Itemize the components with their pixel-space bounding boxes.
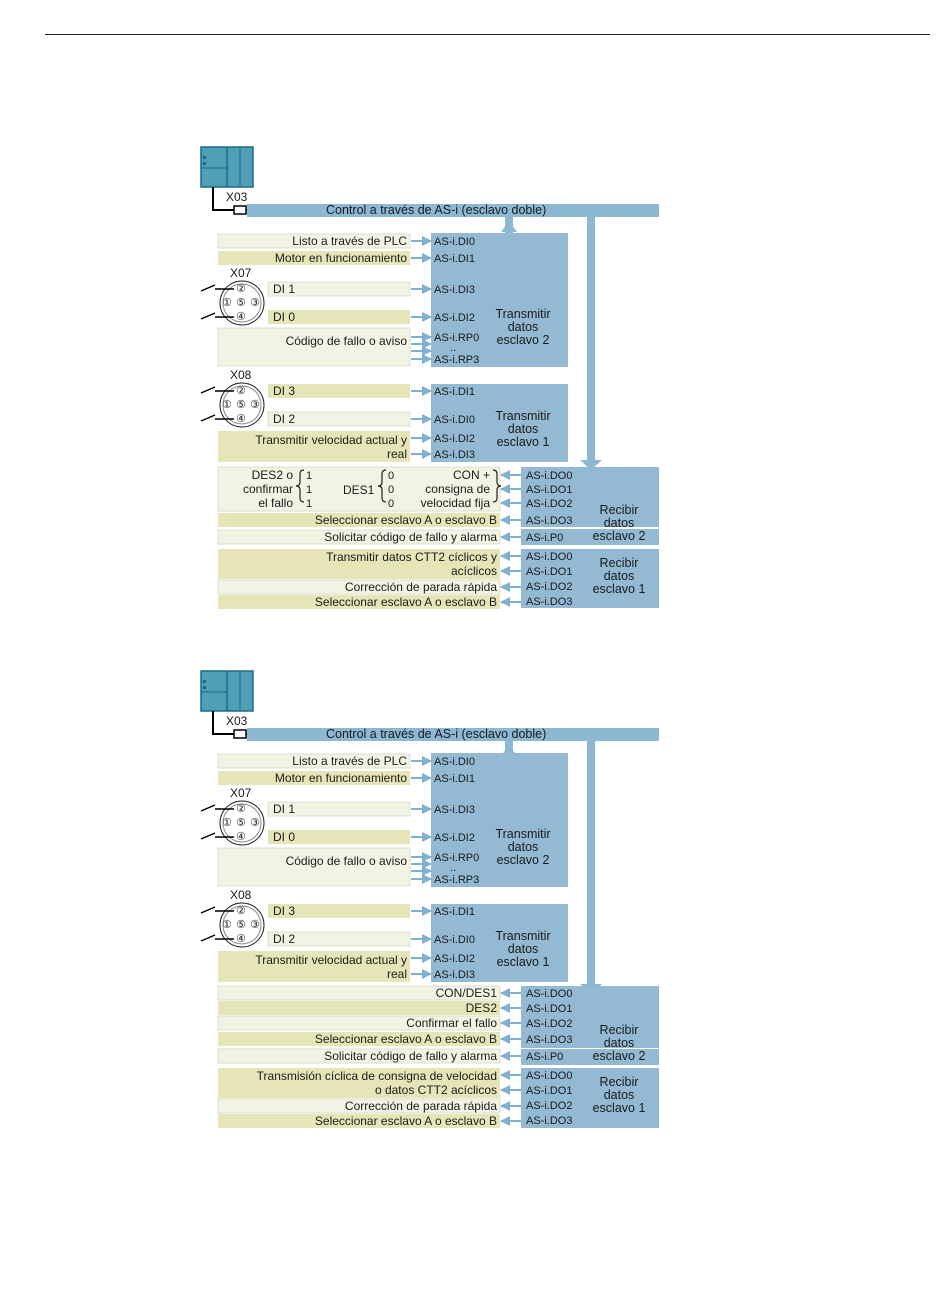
- signal-label: AS-i.RP3: [434, 354, 480, 366]
- value-zero: 0: [388, 498, 395, 510]
- output-con-des1: CON/DES1: [435, 986, 497, 1000]
- group-title: datos: [603, 1088, 635, 1102]
- input-fallo: Código de fallo o aviso: [285, 334, 407, 348]
- pin-label: ⑤: [236, 297, 246, 309]
- input-di2: DI 2: [273, 412, 296, 426]
- signal-label: AS-i.DO3: [526, 1034, 573, 1046]
- pin-label: ③: [250, 817, 260, 829]
- signal-label: AS-i.DI3: [434, 449, 475, 461]
- signal-label: AS-i.DI1: [434, 253, 475, 265]
- input-di2: DI 2: [273, 932, 296, 946]
- diagram-1: [0, 140, 950, 640]
- signal-label: AS-i.DI0: [434, 236, 475, 248]
- pin-label: ②: [236, 385, 246, 397]
- group-title: datos: [507, 840, 539, 854]
- output-des2-line: el fallo: [258, 496, 293, 510]
- pin-label: ②: [236, 803, 246, 815]
- pin-label: ①: [222, 919, 232, 931]
- output-con-line: consigna de: [425, 482, 490, 496]
- output-sol: Solicitar código de fallo y alarma: [324, 530, 497, 544]
- output-corr: Corrección de parada rápida: [344, 1099, 497, 1113]
- output-ctt: acíclicos: [450, 564, 497, 578]
- signal-ellipsis: ..: [450, 862, 457, 874]
- pin-label: ①: [222, 399, 232, 411]
- signal-label: AS-i.DI3: [434, 969, 475, 981]
- signal-label: AS-i.DI2: [434, 953, 475, 965]
- signal-label: AS-i.DO0: [526, 988, 573, 1000]
- group-title: datos: [507, 942, 539, 956]
- pin-label: ②: [236, 283, 246, 295]
- group-title: datos: [603, 569, 635, 583]
- group-title: Recibir: [599, 1075, 639, 1089]
- signal-label: AS-i.DO0: [526, 551, 573, 563]
- signal-label: AS-i.P0: [526, 532, 564, 544]
- signal-label: AS-i.DI1: [434, 906, 475, 918]
- signal-label: AS-i.DO3: [526, 596, 573, 608]
- pin-label: ②: [236, 905, 246, 917]
- signal-label: AS-i.DI3: [434, 284, 475, 296]
- output-des2-line: DES2 o: [251, 468, 293, 482]
- output-trans: o datos CTT2 acíclicos: [374, 1083, 497, 1097]
- value-one: 1: [306, 498, 313, 510]
- group-title: Transmitir: [495, 409, 551, 423]
- input-motor: Motor en funcionamiento: [274, 251, 407, 265]
- output-con-line: CON +: [452, 468, 490, 482]
- group-title: esclavo 1: [496, 955, 550, 969]
- output-sel: Seleccionar esclavo A o esclavo B: [314, 1114, 497, 1128]
- signal-label: AS-i.DI2: [434, 832, 475, 844]
- pin-label: ①: [222, 817, 232, 829]
- output-corr: Corrección de parada rápida: [344, 580, 497, 594]
- signal-label: AS-i.P0: [526, 1051, 564, 1063]
- signal-label: AS-i.DO2: [526, 1018, 573, 1030]
- signal-label: AS-i.DO0: [526, 470, 573, 482]
- input-vel: Transmitir velocidad actual y: [255, 433, 407, 447]
- group-title: esclavo 2: [592, 1049, 646, 1063]
- signal-ellipsis: ..: [450, 342, 457, 354]
- pin-label: ④: [236, 311, 246, 323]
- input-di0: DI 0: [273, 830, 296, 844]
- group-title: esclavo 1: [592, 1101, 646, 1115]
- input-di3: DI 3: [273, 904, 296, 918]
- group-title: Transmitir: [495, 827, 551, 841]
- signal-label: AS-i.DI1: [434, 773, 475, 785]
- signal-label: AS-i.DI0: [434, 756, 475, 768]
- pin-label: ⑤: [236, 817, 246, 829]
- group-title: Recibir: [599, 503, 639, 517]
- signal-label: AS-i.DI3: [434, 804, 475, 816]
- signal-label: AS-i.DO3: [526, 1115, 573, 1127]
- pin-label: ④: [236, 933, 246, 945]
- signal-label: AS-i.RP3: [434, 874, 480, 886]
- input-vel: real: [386, 967, 407, 981]
- group-title: Recibir: [599, 556, 639, 570]
- signal-label: AS-i.DO0: [526, 1070, 573, 1082]
- input-di3: DI 3: [273, 384, 296, 398]
- group-title: datos: [603, 1036, 635, 1050]
- signal-label: AS-i.DO2: [526, 1100, 573, 1112]
- output-con-line: velocidad fija: [420, 496, 490, 510]
- x08-label: X08: [230, 888, 252, 902]
- signal-label: AS-i.DO3: [526, 515, 573, 527]
- output-trans: Transmisión cíclica de consigna de velocidad: [256, 1069, 497, 1083]
- input-listo: Listo a través de PLC: [292, 234, 407, 248]
- output-des2: DES2: [465, 1001, 497, 1015]
- x03-label: X03: [226, 190, 248, 204]
- group-title: datos: [507, 320, 539, 334]
- signal-label: AS-i.DI2: [434, 433, 475, 445]
- group-title: Recibir: [599, 1023, 639, 1037]
- signal-label: AS-i.DO1: [526, 484, 573, 496]
- value-one: 1: [306, 470, 313, 482]
- x03-connector-icon: [234, 206, 246, 214]
- group-title: esclavo 1: [592, 582, 646, 596]
- group-title: esclavo 1: [496, 435, 550, 449]
- pin-label: ③: [250, 399, 260, 411]
- controller-device-icon: [201, 147, 253, 187]
- x07-label: X07: [230, 266, 252, 280]
- pin-label: ③: [250, 297, 260, 309]
- signal-label: AS-i.DI2: [434, 312, 475, 324]
- x03-connector-icon: [234, 730, 246, 738]
- input-di1: DI 1: [273, 282, 296, 296]
- pin-label: ④: [236, 831, 246, 843]
- input-motor: Motor en funcionamiento: [274, 771, 407, 785]
- signal-label: AS-i.DO2: [526, 581, 573, 593]
- header-rule: [45, 34, 930, 35]
- signal-label: AS-i.DO1: [526, 1003, 573, 1015]
- pin-label: ④: [236, 413, 246, 425]
- group-title: datos: [603, 516, 635, 530]
- input-listo: Listo a través de PLC: [292, 754, 407, 768]
- signal-label: AS-i.DO1: [526, 1085, 573, 1097]
- output-ctt: Transmitir datos CTT2 cíclicos y: [326, 550, 497, 564]
- signal-label: AS-i.DI0: [434, 934, 475, 946]
- output-sel: Seleccionar esclavo A o esclavo B: [314, 595, 497, 609]
- group-title: esclavo 2: [592, 529, 646, 543]
- input-vel: Transmitir velocidad actual y: [255, 953, 407, 967]
- output-sel: Seleccionar esclavo A o esclavo B: [314, 1032, 497, 1046]
- signal-label: AS-i.DI1: [434, 386, 475, 398]
- output-des2-line: confirmar: [242, 482, 293, 496]
- group-title: Transmitir: [495, 307, 551, 321]
- bus-label: Control a través de AS-i (esclavo doble): [326, 727, 547, 741]
- value-zero: 0: [388, 484, 395, 496]
- bus-label: Control a través de AS-i (esclavo doble): [326, 203, 547, 217]
- output-des1: DES1: [343, 483, 375, 497]
- pin-label: ①: [222, 297, 232, 309]
- value-one: 1: [306, 484, 313, 496]
- x08-label: X08: [230, 368, 252, 382]
- x07-label: X07: [230, 786, 252, 800]
- signal-label: AS-i.RP0: [434, 332, 480, 344]
- x03-label: X03: [226, 714, 248, 728]
- group-title: datos: [507, 422, 539, 436]
- input-vel: real: [386, 447, 407, 461]
- signal-label: AS-i.DO1: [526, 566, 573, 578]
- input-di1: DI 1: [273, 802, 296, 816]
- signal-label: AS-i.RP0: [434, 852, 480, 864]
- group-title: Transmitir: [495, 929, 551, 943]
- diagram-2: [0, 664, 950, 1164]
- output-confirmar: Confirmar el fallo: [406, 1016, 497, 1030]
- output-sol: Solicitar código de fallo y alarma: [324, 1049, 497, 1063]
- pin-label: ⑤: [236, 919, 246, 931]
- value-zero: 0: [388, 470, 395, 482]
- signal-label: AS-i.DI0: [434, 414, 475, 426]
- output-sel: Seleccionar esclavo A o esclavo B: [314, 513, 497, 527]
- input-di0: DI 0: [273, 310, 296, 324]
- input-fallo: Código de fallo o aviso: [285, 854, 407, 868]
- signal-label: AS-i.DO2: [526, 498, 573, 510]
- pin-label: ⑤: [236, 399, 246, 411]
- group-title: esclavo 2: [496, 853, 550, 867]
- controller-device-icon: [201, 671, 253, 711]
- group-title: esclavo 2: [496, 333, 550, 347]
- pin-label: ③: [250, 919, 260, 931]
